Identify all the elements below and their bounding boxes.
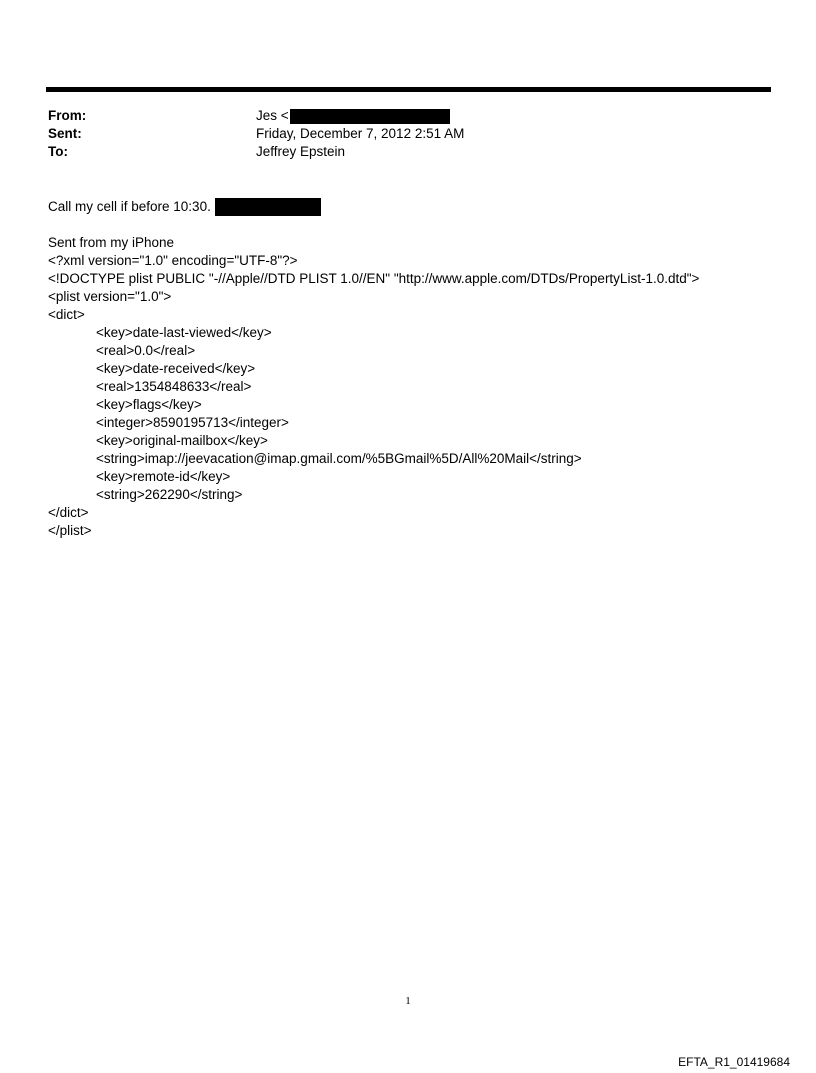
to-row	[48, 143, 748, 161]
email-header	[48, 107, 748, 161]
body-line	[48, 198, 788, 216]
xml-line: <real>1354848633</real>	[96, 379, 252, 394]
xml-line: <key>original-mailbox</key>	[96, 433, 268, 448]
body-text: Call my cell if before 10:30.	[48, 199, 211, 214]
xml-line: <plist version="1.0">	[48, 289, 172, 304]
from-row	[48, 107, 748, 125]
xml-line: <!DOCTYPE plist PUBLIC "-//Apple//DTD PLIST 1.0//EN" "http://www.apple.com/DTDs/PropertyList-1.0.dtd">	[48, 271, 700, 286]
redaction-box	[215, 198, 321, 216]
sent-label: Sent:	[48, 126, 82, 141]
xml-line: <key>date-last-viewed</key>	[96, 325, 272, 340]
from-label: From:	[48, 108, 87, 123]
xml-line: </dict>	[48, 505, 89, 520]
sent-value: Friday, December 7, 2012 2:51 AM	[256, 126, 465, 141]
xml-line: <key>date-received</key>	[96, 361, 256, 376]
xml-line: <string>imap://jeevacation@imap.gmail.com/%5BGmail%5D/All%20Mail</string>	[96, 451, 582, 466]
xml-line: <dict>	[48, 307, 85, 322]
to-value: Jeffrey Epstein	[256, 144, 346, 159]
document-id: EFTA_R1_01419684	[678, 1055, 790, 1069]
signature-line: Sent from my iPhone	[48, 235, 175, 250]
xml-line: <key>remote-id</key>	[96, 469, 231, 484]
from-name: Jes <	[256, 108, 289, 123]
email-body	[48, 198, 788, 540]
page-number: 1	[405, 995, 411, 1007]
xml-line: <?xml version="1.0" encoding="UTF-8"?>	[48, 253, 298, 268]
from-value	[256, 107, 450, 125]
redaction-box	[290, 109, 450, 124]
to-label: To:	[48, 144, 68, 159]
xml-line: <key>flags</key>	[96, 397, 202, 412]
xml-line: <integer>8590195713</integer>	[96, 415, 289, 430]
xml-line: </plist>	[48, 523, 92, 538]
xml-line: <real>0.0</real>	[96, 343, 196, 358]
xml-line: <string>262290</string>	[96, 487, 243, 502]
sent-row	[48, 125, 748, 143]
header-rule	[46, 87, 771, 92]
